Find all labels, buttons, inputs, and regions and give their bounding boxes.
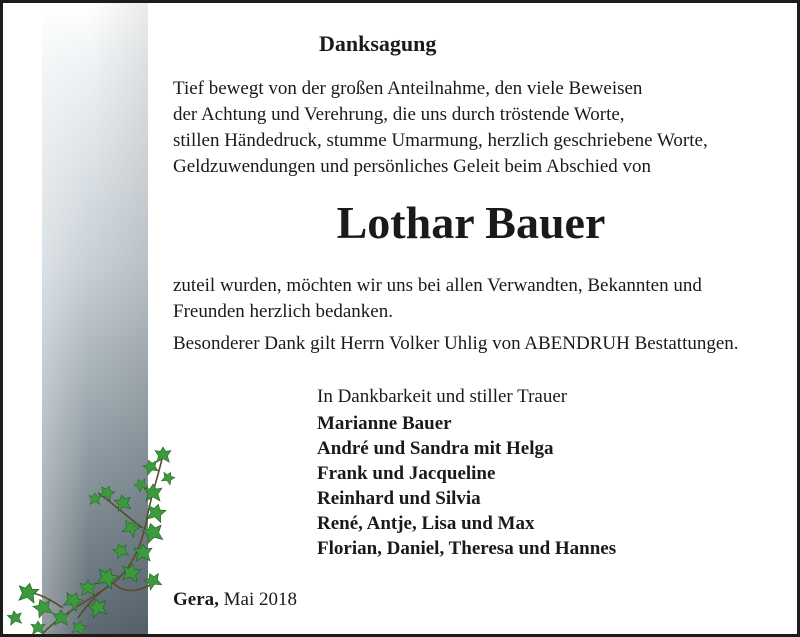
intro-line: Tief bewegt von der großen Anteilnahme, den viele Beweisen [173,78,643,99]
intro-line: der Achtung und Verehrung, die uns durch tröstende Worte, [173,104,625,125]
family-member: Marianne Bauer [317,413,452,434]
place-date [173,589,297,611]
family-list [317,411,616,561]
family-member: René, Antje, Lisa und Max [317,513,535,534]
thanks-paragraph [173,273,702,325]
intro-line: stillen Händedruck, stumme Umarmung, herzlich geschriebene Worte, [173,130,708,151]
place: Gera, [173,589,219,610]
ivy-branch-icon [3,433,193,637]
special-thanks: Besonderer Dank gilt Herrn Volker Uhlig von ABENDRUH Bestattungen. [173,333,739,354]
intro-paragraph [173,76,708,180]
family-member: Frank und Jacqueline [317,463,496,484]
heading: Danksagung [319,31,437,56]
thanks-line: zuteil wurden, möchten wir uns bei allen Verwandten, Bekannten und [173,275,702,296]
deceased-name: Lothar Bauer [336,197,606,248]
family-member: Florian, Daniel, Theresa und Hannes [317,538,617,559]
family-member: Reinhard und Silvia [317,488,481,509]
date: Mai 2018 [223,589,298,610]
intro-line: Geldzuwendungen und persönliches Geleit beim Abschied von [173,156,652,177]
thanks-line: Freunden herzlich bedanken. [173,301,393,322]
mourning-intro: In Dankbarkeit und stiller Trauer [317,386,568,407]
family-member: André und Sandra mit Helga [317,438,554,459]
